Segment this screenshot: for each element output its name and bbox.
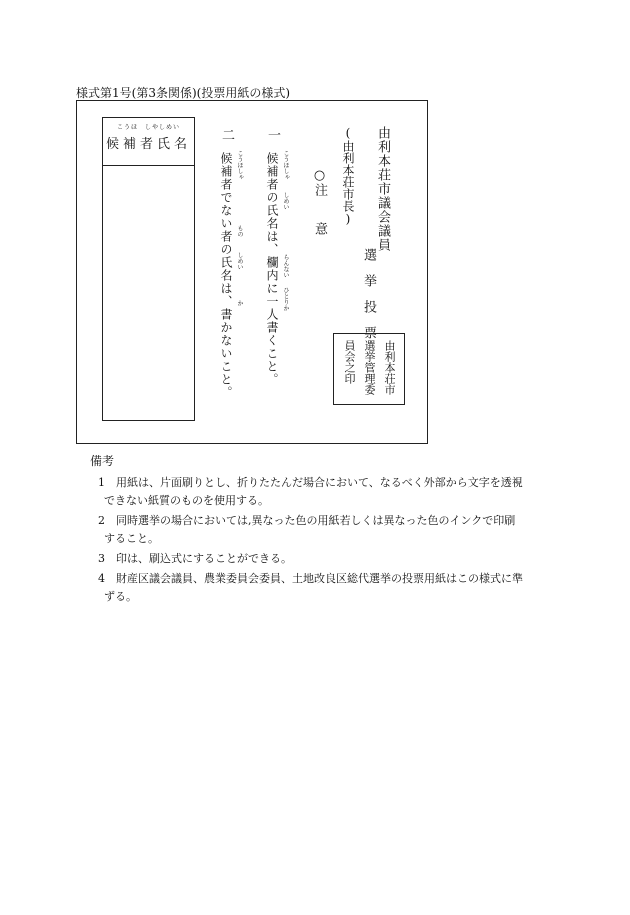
candidate-name-label: 候補者氏名 [105,137,191,152]
seal-text: 員会之印 [343,340,356,384]
candidate-name-box [102,117,195,421]
instruction-1-marker: 一 [265,128,280,141]
instruction-1-ruby: らんない [282,254,289,278]
candidate-name-ruby: こうほ しやしめい [116,124,180,131]
note-number: 2 [98,514,105,527]
instruction-2-ruby: こうほしゃ [236,150,243,180]
instruction-2-ruby: しめい [236,252,243,270]
instruction-2-ruby: もの [236,225,243,237]
notice-heading: ○注 意 [312,168,327,235]
instruction-2-ruby: か [236,300,243,306]
note-text: できない紙質のものを使用する。 [104,494,269,507]
instruction-1-ruby: ひとりか [282,287,289,311]
ballot-title-2: 選 挙 投 票 [361,248,376,339]
note-item [98,550,568,568]
instruction-1-ruby: こうほしゃ [282,150,289,180]
note-item [98,474,568,510]
note-text: 印は、刷込式にすることができる。 [116,552,292,565]
seal-text: 由利本荘市 [383,340,396,395]
note-text: ずる。 [104,590,137,603]
note-text: 財産区議会議員、農業委員会委員、土地改良区総代選挙の投票用紙はこの様式に準 [116,572,523,585]
instruction-1-text: 候補者の氏名は、欄内に一人書くこと。 [265,152,279,386]
note-text: 用紙は、片面刷りとし、折りたたんだ場合において、なるべく外部から文字を透視 [116,476,523,489]
candidate-name-header [103,118,194,166]
notes-title: 備考 [90,454,115,468]
election-commission-seal [333,333,405,405]
note-text: 同時選挙の場合においては,異なった色の用紙若しくは異なった色のインクで印刷 [116,514,516,527]
instruction-2-text: 候補者でない者の氏名は、書かないこと。 [219,152,233,399]
ballot-title: 由利本荘市議会議員 [375,126,390,252]
seal-text: 選挙管理委 [363,340,376,395]
instruction-2-marker: 二 [219,128,234,141]
note-number: 1 [98,476,105,489]
ballot-issuer: (由利本荘市長) [341,126,355,226]
form-title: 様式第1号(第3条関係)(投票用紙の様式) [76,86,290,100]
note-item [98,512,568,548]
note-number: 4 [98,572,105,585]
note-text: すること。 [104,532,159,545]
note-item [98,570,568,606]
instruction-1-ruby: しめい [282,192,289,210]
note-number: 3 [98,552,105,565]
